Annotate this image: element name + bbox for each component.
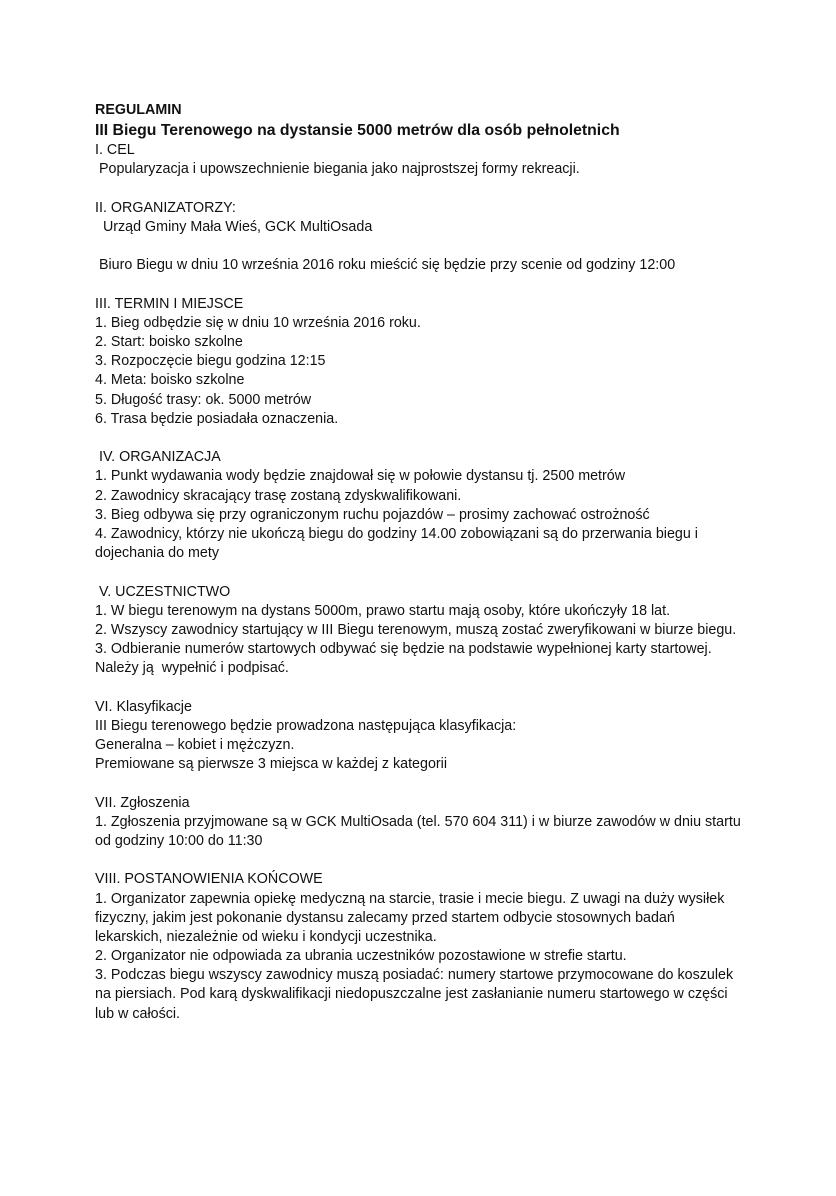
- list-item: III Biegu terenowego będzie prowadzona następująca klasyfikacja:: [95, 717, 517, 734]
- list-item: 6. Trasa będzie posiadała oznaczenia.: [95, 410, 339, 427]
- list-item: od godziny 10:00 do 11:30: [95, 832, 263, 849]
- list-item: 2. Wszyscy zawodnicy startujący w III Biegu terenowym, muszą zostać zweryfikowani w biurze biegu.: [95, 621, 737, 638]
- list-item: dojechania do mety: [95, 545, 219, 562]
- list-item: Generalna – kobiet i mężczyzn.: [95, 737, 295, 753]
- biuro-text: Biuro Biegu w dniu 10 września 2016 roku mieścić się będzie przy scenie od godziny 12:00: [95, 257, 676, 274]
- section-heading-termin: III. TERMIN I MIEJSCE: [95, 295, 244, 312]
- section-heading-uczestnictwo: V. UCZESTNICTWO: [95, 583, 231, 600]
- list-item: 2. Zawodnicy skracający trasę zostaną zdyskwalifikowani.: [95, 487, 462, 504]
- list-item: 2. Start: boisko szkolne: [95, 334, 243, 351]
- section-heading-klasyfikacje: VI. Klasyfikacje: [95, 698, 192, 715]
- list-item: Należy ją wypełnić i podpisać.: [95, 660, 289, 677]
- list-item: 5. Długość trasy: ok. 5000 metrów: [95, 391, 312, 408]
- list-item: lekarskich, niezależnie od wieku i kondycji uczestnika.: [95, 928, 437, 945]
- list-item: 3. Bieg odbywa się przy ograniczonym ruchu pojazdów – prosimy zachować ostrożność: [95, 506, 650, 523]
- list-item: lub w całości.: [95, 1005, 181, 1022]
- list-item: fizyczny, jakim jest pokonanie dystansu zalecamy przed startem odbycie stosownych badań: [95, 909, 675, 926]
- document-subtitle: III Biegu Terenowego na dystansie 5000 metrów dla osób pełnoletnich: [95, 122, 620, 140]
- list-item: na piersiach. Pod karą dyskwalifikacji niedopuszczalne jest zasłanianie numeru startowego w części: [95, 986, 728, 1003]
- list-item: 2. Organizator nie odpowiada za ubrania uczestników pozostawione w strefie startu.: [95, 948, 627, 965]
- list-item: 1. Punkt wydawania wody będzie znajdował się w połowie dystansu tj. 2500 metrów: [95, 468, 626, 485]
- section-heading-postanowienia: VIII. POSTANOWIENIA KOŃCOWE: [95, 871, 323, 888]
- list-item: 3. Podczas biegu wszyscy zawodnicy muszą posiadać: numery startowe przymocowane do koszulek: [95, 967, 734, 984]
- list-item: 3. Rozpoczęcie biegu godzina 12:15: [95, 353, 326, 370]
- list-item: 4. Zawodnicy, którzy nie ukończą biegu do godziny 14.00 zobowiązani są do przerwania biegu i: [95, 525, 698, 542]
- section-heading-cel: I. CEL: [95, 142, 135, 159]
- list-item: Premiowane są pierwsze 3 miejsca w każdej z kategorii: [95, 756, 448, 773]
- list-item: 3. Odbieranie numerów startowych odbywać się będzie na podstawie wypełnionej karty startowej.: [95, 641, 712, 658]
- regulations-document: [95, 101, 785, 1024]
- organizatorzy-text: Urząd Gminy Mała Wieś, GCK MultiOsada: [95, 218, 373, 235]
- section-heading-zgloszenia: VII. Zgłoszenia: [95, 794, 190, 811]
- list-item: 1. Bieg odbędzie się w dniu 10 września 2016 roku.: [95, 314, 421, 331]
- list-item: 4. Meta: boisko szkolne: [95, 372, 245, 389]
- list-item: 1. Organizator zapewnia opiekę medyczną na starcie, trasie i mecie biegu. Z uwagi na duży wysiłek: [95, 890, 725, 907]
- list-item: 1. W biegu terenowym na dystans 5000m, prawo startu mają osoby, które ukończyły 18 lat.: [95, 602, 671, 619]
- document-title: REGULAMIN: [95, 102, 182, 118]
- section-heading-organizacja: IV. ORGANIZACJA: [95, 449, 221, 466]
- section-heading-organizatorzy: II. ORGANIZATORZY:: [95, 199, 236, 216]
- list-item: 1. Zgłoszenia przyjmowane są w GCK MultiOsada (tel. 570 604 311) i w biurze zawodów w dniu startu: [95, 813, 741, 830]
- cel-text: Popularyzacja i upowszechnienie biegania jako najprostszej formy rekreacji.: [95, 161, 580, 178]
